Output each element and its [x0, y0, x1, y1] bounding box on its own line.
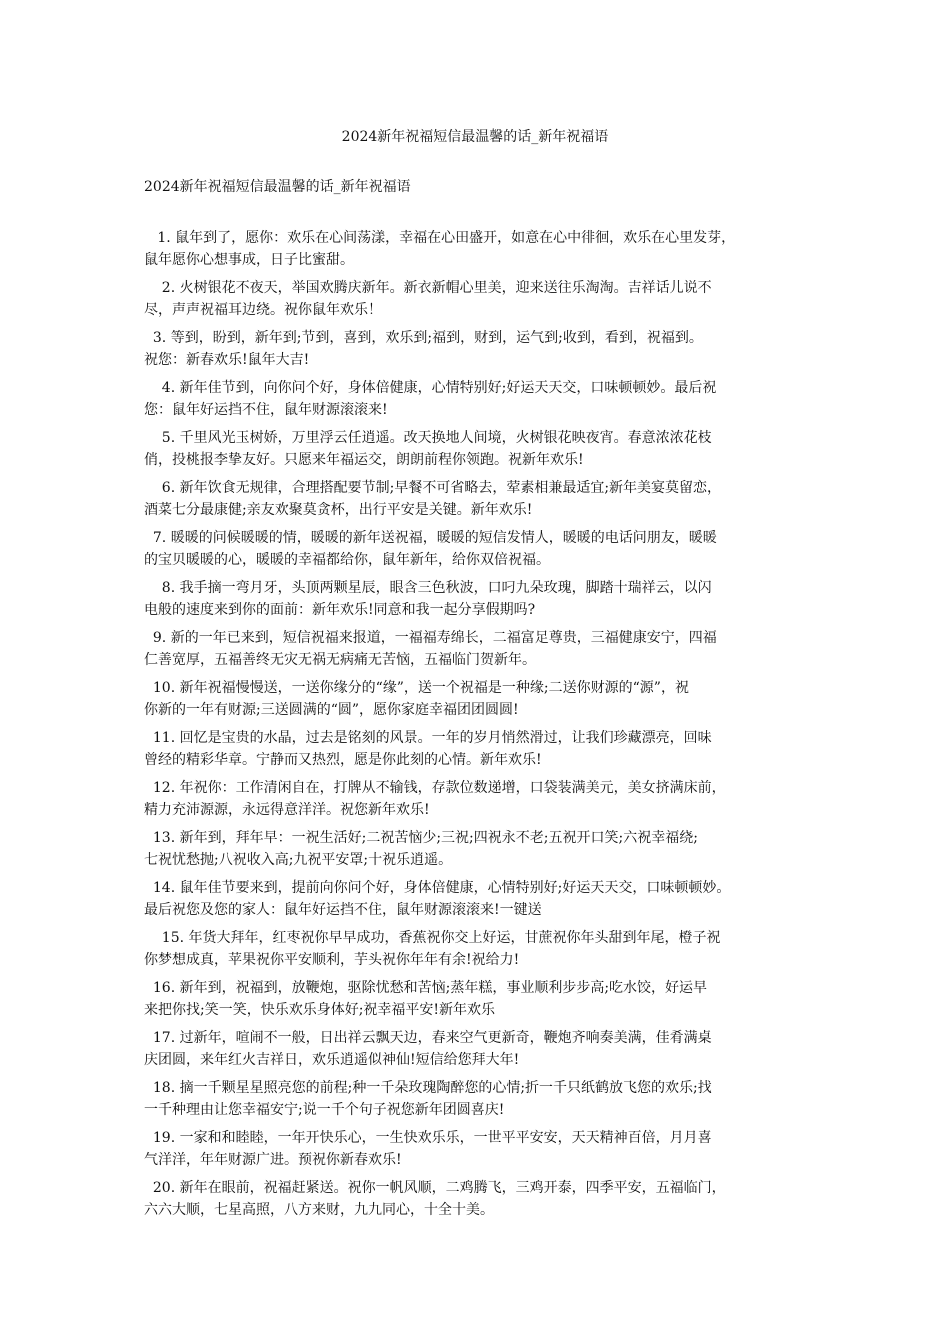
- greeting-item-line: 13. 新年到，拜年早：一祝生活好;二祝苦恼少;三祝;四祝永不老;五祝开口笑;六祝幸福绕;: [144, 830, 698, 846]
- greeting-item-line: 17. 过新年，喧闹不一般，日出祥云飘天边，春来空气更新奇，鞭炮齐响奏美满，佳肴满桌: [144, 1030, 712, 1046]
- greeting-item-line: 气洋洋，年年财源广进。预祝你新春欢乐!: [144, 1152, 402, 1168]
- document-subtitle: 2024新年祝福短信最温馨的话_新年祝福语: [144, 179, 411, 195]
- greeting-item: [144, 1077, 834, 1121]
- greeting-item-line: 12. 年祝你：工作清闲自在，打牌从不输钱，存款位数递增，口袋装满美元，美女挤满床前，: [144, 780, 726, 796]
- greeting-item: [144, 827, 834, 871]
- greeting-item-line: 七祝忧愁抛;八祝收入高;九祝平安罩;十祝乐逍遥。: [144, 852, 453, 868]
- greeting-item: [144, 327, 834, 371]
- greeting-item-line: 六六大顺，七星高照，八方来财，九九同心，十全十美。: [144, 1202, 494, 1218]
- greeting-item-line: 最后祝您及您的家人：鼠年好运挡不住，鼠年财源滚滚来!一键送: [144, 902, 542, 918]
- greeting-item-line: 来把你找;笑一笑，快乐欢乐身体好;祝幸福平安!新年欢乐: [144, 1002, 496, 1018]
- greeting-item: [144, 1027, 834, 1071]
- greeting-item-line: 鼠年愿你心想事成，日子比蜜甜。: [144, 252, 354, 268]
- greeting-item: [144, 577, 834, 621]
- greeting-item-line: 6. 新年饮食无规律，合理搭配要节制;早餐不可省略去，荤素相兼最适宜;新年美宴莫留恋，: [144, 480, 722, 496]
- greeting-item: [144, 527, 834, 571]
- greeting-item-line: 18. 摘一千颗星星照亮您的前程;种一千朵玫瑰陶醉您的心情;折一千只纸鹤放飞您的欢乐;找: [144, 1080, 712, 1096]
- greeting-item-line: 15. 年货大拜年，红枣祝你早早成功，香蕉祝你交上好运，甘蔗祝你年头甜到年尾，橙子祝: [144, 930, 721, 946]
- greeting-item-line: 一千种理由让您幸福安宁;说一千个句子祝您新年团圆喜庆!: [144, 1102, 505, 1118]
- greeting-item: [144, 777, 834, 821]
- greeting-item: [144, 727, 834, 771]
- greeting-item-line: 你梦想成真，苹果祝你平安顺利，芋头祝你年年有余!祝给力!: [144, 952, 520, 968]
- greeting-item-line: 5. 千里风光玉树娇，万里浮云任逍遥。改天换地人间境，火树银花映夜宵。春意浓浓花枝: [144, 430, 712, 446]
- greeting-item-line: 7. 暖暖的问候暖暖的情，暖暖的新年送祝福，暖暖的短信发情人，暖暖的电话问朋友，暖暖: [144, 530, 717, 546]
- greeting-item-line: 3. 等到，盼到，新年到;节到，喜到，欢乐到;福到，财到，运气到;收到，看到，祝福到。: [144, 330, 703, 346]
- greeting-list: [144, 227, 834, 1227]
- greeting-item: [144, 877, 834, 921]
- greeting-item: [144, 677, 834, 721]
- greeting-item-line: 的宝贝暖暖的心，暖暖的幸福都给你，鼠年新年，给你双倍祝福。: [144, 552, 550, 568]
- greeting-item-line: 9. 新的一年已来到，短信祝福来报道，一福福寿绵长，二福富足尊贵，三福健康安宁，四福: [144, 630, 717, 646]
- greeting-item-line: 20. 新年在眼前，祝福赶紧送。祝你一帆风顺，二鸡腾飞，三鸡开泰，四季平安，五福临门，: [144, 1180, 726, 1196]
- greeting-item-line: 16. 新年到，祝福到，放鞭炮，驱除忧愁和苦恼;蒸年糕，事业顺利步步高;吃水饺，好运早: [144, 980, 708, 996]
- greeting-item: [144, 1177, 834, 1221]
- greeting-item-line: 俏，投桃报李挚友好。只愿来年福运交，朗朗前程你领跑。祝新年欢乐!: [144, 452, 584, 468]
- greeting-item-line: 4. 新年佳节到，向你问个好，身体倍健康，心情特别好;好运天天交，口味顿顿妙。最后祝: [144, 380, 717, 396]
- greeting-item: [144, 927, 834, 971]
- greeting-item-line: 你新的一年有财源;三送圆满的“圆”，愿你家庭幸福团团圆圆!: [144, 702, 519, 718]
- greeting-item-line: 您：鼠年好运挡不住，鼠年财源滚滚来!: [144, 402, 388, 418]
- greeting-item-line: 精力充沛源源，永远得意洋洋。祝您新年欢乐!: [144, 802, 430, 818]
- greeting-item: [144, 427, 834, 471]
- greeting-item: [144, 1127, 834, 1171]
- greeting-item-line: 1. 鼠年到了，愿你：欢乐在心间荡漾，幸福在心田盛开，如意在心中徘徊，欢乐在心里发芽，: [144, 230, 736, 246]
- greeting-item: [144, 377, 834, 421]
- greeting-item-line: 19. 一家和和睦睦，一年开快乐心，一生快欢乐乐，一世平平安安，天天精神百倍，月月喜: [144, 1130, 712, 1146]
- greeting-item-line: 8. 我手摘一弯月牙，头顶两颗星辰，眼含三色秋波，口叼九朵玫瑰，脚踏十瑞祥云，以闪: [144, 580, 712, 596]
- greeting-item-line: 仁善宽厚，五福善终无灾无祸无病痛无苦恼，五福临门贺新年。: [144, 652, 536, 668]
- greeting-item-line: 祝您：新春欢乐!鼠年大吉!: [144, 352, 310, 368]
- greeting-item: [144, 627, 834, 671]
- greeting-item-line: 2. 火树银花不夜天，举国欢腾庆新年。新衣新帽心里美，迎来送往乐淘淘。吉祥话儿说不: [144, 280, 712, 296]
- greeting-item-line: 10. 新年祝福慢慢送，一送你缘分的“缘”，送一个祝福是一种缘;二送你财源的“源”，祝: [144, 680, 689, 696]
- greeting-item-line: 酒菜七分最康健;亲友欢聚莫贪杯，出行平安是关键。新年欢乐!: [144, 502, 533, 518]
- greeting-item: [144, 227, 834, 271]
- greeting-item-line: 11. 回忆是宝贵的水晶，过去是铭刻的风景。一年的岁月悄然滑过，让我们珍藏漂亮，回味: [144, 730, 712, 746]
- document-title: 2024新年祝福短信最温馨的话_新年祝福语: [341, 129, 609, 145]
- greeting-item: [144, 477, 834, 521]
- greeting-item-line: 电般的速度来到你的面前：新年欢乐!同意和我一起分享假期吗?: [144, 602, 536, 618]
- greeting-item: [144, 977, 834, 1021]
- greeting-item-line: 庆团圆，来年红火吉祥日，欢乐逍遥似神仙!短信给您拜大年!: [144, 1052, 520, 1068]
- greeting-item-line: 曾经的精彩华章。宁静而又热烈，愿是你此刻的心情。新年欢乐!: [144, 752, 542, 768]
- greeting-item-line: 14. 鼠年佳节要来到，提前向你问个好，身体倍健康，心情特别好;好运天天交，口味顿顿妙。: [144, 880, 731, 896]
- greeting-item-line: 尽，声声祝福耳边绕。祝你鼠年欢乐！: [144, 302, 382, 318]
- greeting-item: [144, 277, 834, 321]
